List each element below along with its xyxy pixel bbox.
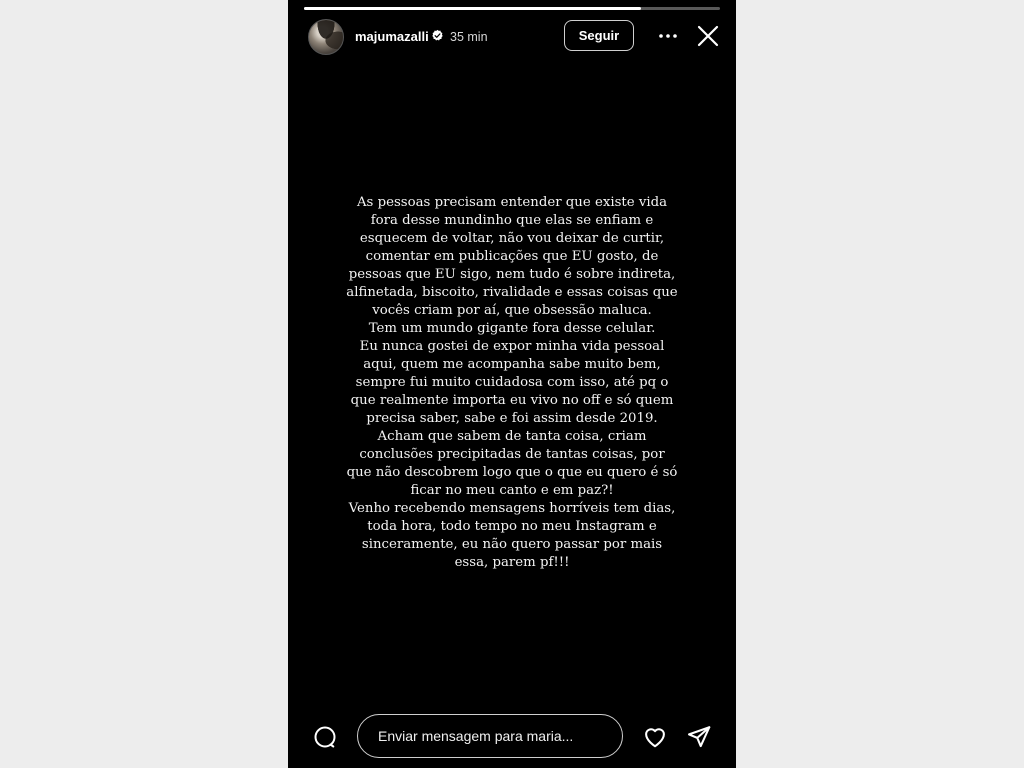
heart-icon[interactable] [642, 724, 668, 750]
close-icon[interactable] [696, 24, 720, 48]
follow-button[interactable]: Seguir [564, 20, 634, 51]
story-header [308, 18, 716, 56]
story-progress-bar [304, 7, 720, 10]
avatar-image [309, 20, 343, 54]
verified-badge-icon [431, 29, 444, 42]
story-reply-bar [288, 712, 736, 760]
camera-icon[interactable] [313, 725, 337, 749]
post-time: 35 min [450, 30, 488, 44]
avatar[interactable] [308, 19, 344, 55]
message-input[interactable] [357, 714, 623, 758]
story-progress-fill [304, 7, 641, 10]
more-icon[interactable] [656, 24, 680, 48]
story-text: As pessoas precisam entender que existe vida fora desse mundinho que elas se enfiam e esquecem de voltar, não vou deixar de curtir, comentar em publicações que EU gosto, de pessoas que EU sigo, nem tudo é sobre indireta, alfinetada, biscoito, rivalidade e essas coisas que vocês criam por aí, que obsessão maluca. Tem um mundo gigante fora desse celular. Eu nunca gostei de expor minha vida pessoal aqui, quem me acompanha sabe muito bem, sempre fui muito cuidadosa com isso, até pq o que realmente importa eu vivo no off e só quem precisa saber, sabe e foi assim desde 2019. Acham que sabem de tanta coisa, criam conclusões precipitadas de tantas coisas, por que não descobrem logo que o que eu quero é só ficar no meu canto e em paz?! Venho recebendo mensagens horríveis tem dias, toda hora, todo tempo no meu Instagram e sinceramente, eu não quero passar por mais essa, parem pf!!! [346, 195, 678, 570]
send-icon[interactable] [686, 724, 712, 750]
username[interactable]: majumazalli [355, 29, 429, 44]
story-viewer[interactable] [288, 0, 736, 768]
